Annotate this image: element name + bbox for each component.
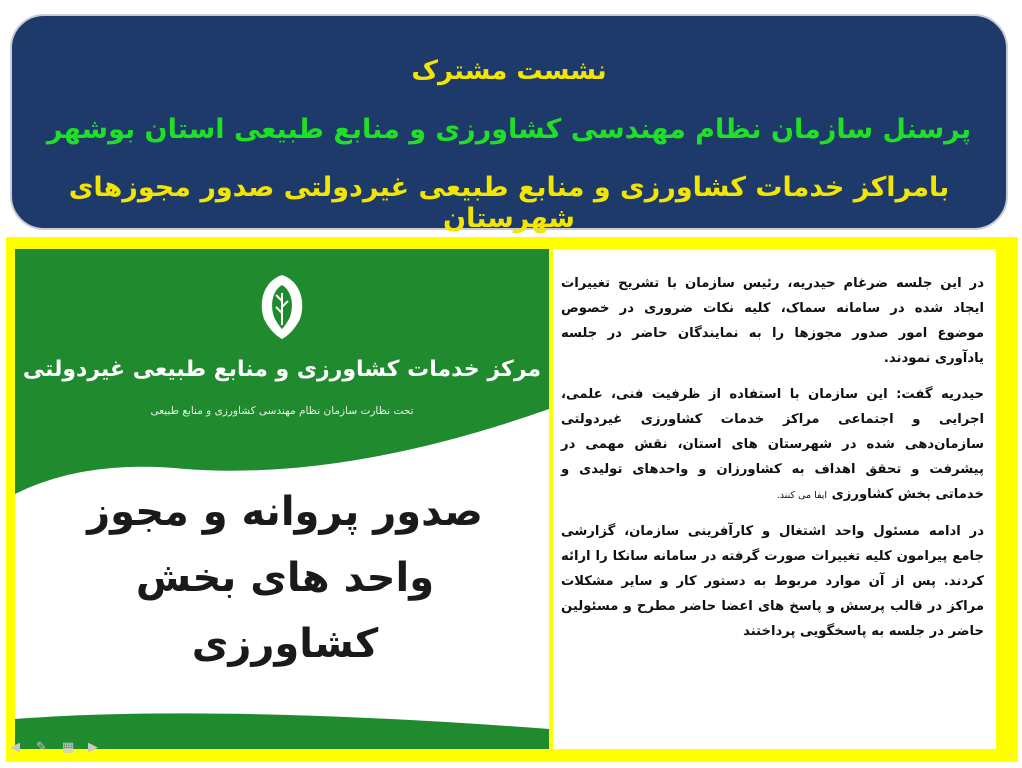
- article-body: [561, 271, 984, 655]
- slideshow-toolbar: [6, 738, 126, 760]
- pen-icon[interactable]: ✎: [36, 740, 47, 755]
- poster-main-line-2: واحد های بخش کشاورزی: [135, 555, 435, 667]
- article-paragraph-1: در این جلسه ضرغام حیدریه، رئیس سازمان با تشریح تغییرات ایجاد شده در سامانه سماک، کلیه نکات ضروری در خصوص موضوع امور صدور مجوزها را به نمایندگان حاضر در جلسه یادآوری نمودند.: [561, 276, 984, 366]
- poster-subtitle: تحت نظارت سازمان نظام مهندسی کشاورزی و منابع طبیعی: [150, 405, 414, 417]
- article-paragraph-2-tail: ایفا می کنند.: [776, 490, 828, 501]
- article-paragraph-2: [561, 382, 984, 508]
- poster-title: مرکز خدمات کشاورزی و منابع طبیعی غیردولتی: [22, 357, 542, 382]
- next-arrow-icon[interactable]: ▶: [88, 740, 98, 755]
- slide-menu-icon[interactable]: ▦: [62, 740, 75, 755]
- license-poster-image: [15, 249, 549, 749]
- banner-line-1: نشست مشترک: [411, 56, 607, 86]
- organization-emblem-icon: [252, 271, 312, 341]
- article-paragraph-3: در ادامه مسئول واحد اشتغال و کارآفرینی سازمان، گزارشی جامع پیرامون کلیه تغییرات صورت گرفته در سامانه سانکا را ارائه کردند. پس از آن موارد مربوط به دستور کار و سایر مشکلات مراکز در قالب پرسش و پاسخ های اعضا حاضر مطرح و مسئولین حاضر در جلسه به پاسخگویی پرداختند: [561, 524, 984, 639]
- article-paragraph-2-text: حیدریه گفت: این سازمان با استفاده از ظرفیت فنی، علمی، اجرایی و اجتماعی مراکز خدمات کشاورزی غیردولتی سازمان‌دهی شده در شهرستان های استان، نقش مهمی در پیشرفت و تحقق اهداف به کشاورزان و واحدهای تولیدی و خدماتی بخش کشاورزی: [561, 387, 984, 502]
- article-text-box: [553, 249, 996, 749]
- banner-line-2: پرسنل سازمان نظام مهندسی کشاورزی و منابع طبیعی استان بوشهر: [46, 114, 972, 145]
- banner-line-3: بامراکز خدمات کشاورزی و منابع طبیعی غیردولتی صدور مجوزهای شهرستان: [68, 172, 950, 234]
- poster-main-text: [55, 479, 515, 677]
- prev-arrow-icon[interactable]: ◀: [10, 740, 20, 755]
- title-banner: [10, 14, 1008, 234]
- poster-main-line-1: صدور پروانه و مجوز: [87, 489, 483, 535]
